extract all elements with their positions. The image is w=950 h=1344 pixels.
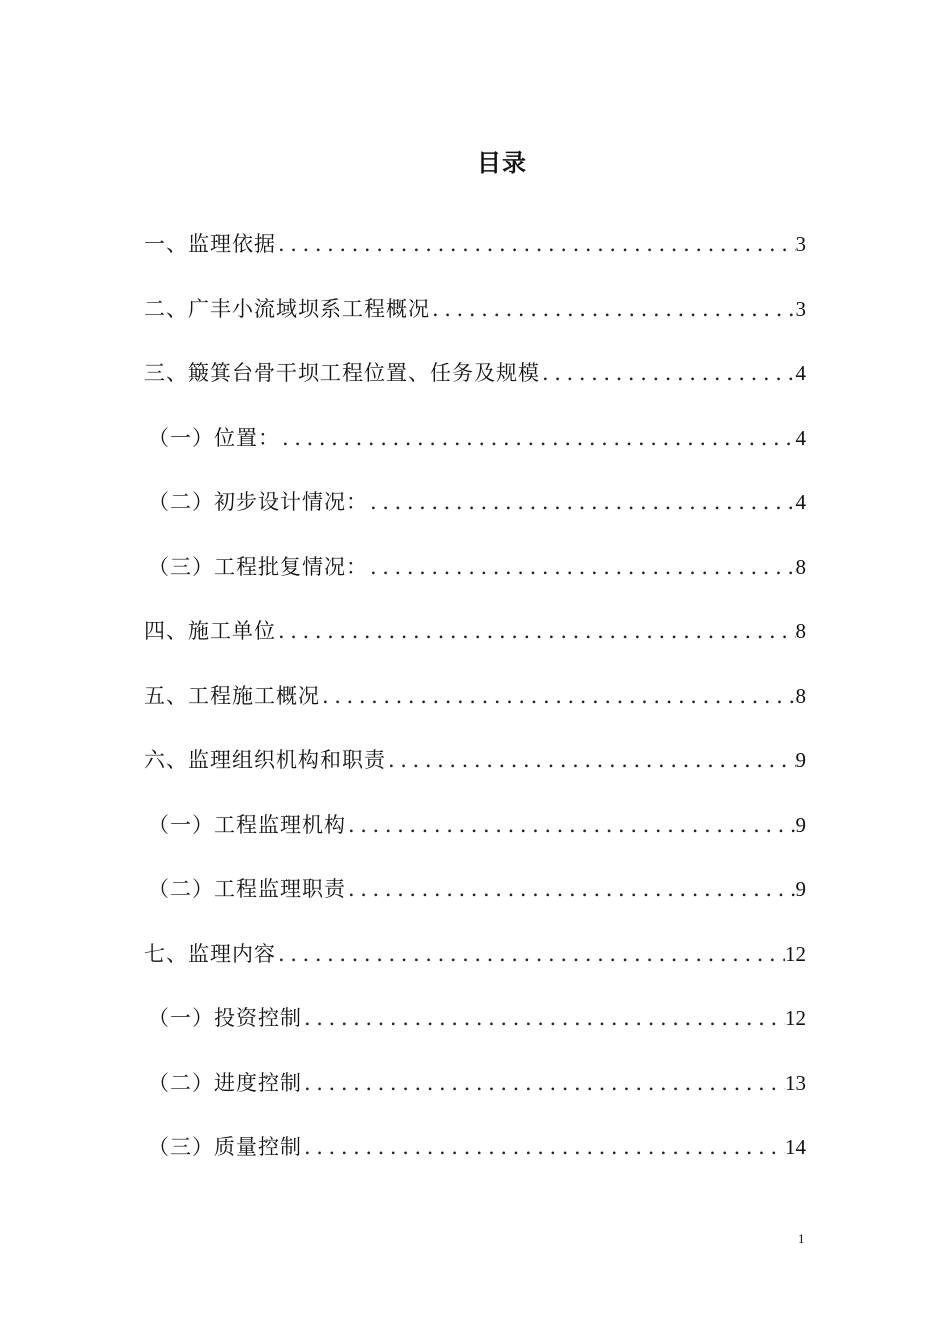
toc-entry-page: 12 (785, 941, 806, 966)
toc-entry-page: 9 (795, 748, 806, 772)
toc-entry-page: 4 (795, 361, 806, 385)
toc-entry-page: 8 (795, 619, 806, 643)
toc-entry[interactable] (144, 936, 806, 1001)
toc-entry-label: 二、广丰小流域坝系工程概况 (144, 296, 430, 321)
table-of-contents (144, 226, 806, 1194)
toc-entry-label: （三）工程批复情况： (148, 554, 368, 579)
toc-entry-label: 五、工程施工概况 (144, 683, 320, 708)
toc-dot-leader (386, 742, 796, 778)
toc-entry[interactable] (144, 1065, 806, 1130)
toc-entry-page: 8 (795, 554, 806, 579)
toc-entry-page: 4 (795, 490, 806, 514)
toc-entry-page: 14 (785, 1135, 806, 1159)
toc-entry-label: （一）位置： (148, 425, 280, 450)
toc-entry-page: 9 (795, 812, 806, 837)
page-number: 1 (798, 1231, 805, 1246)
toc-entry-label: （二）工程监理职责 (148, 877, 346, 901)
toc-entry-page: 8 (795, 683, 806, 708)
toc-entry-label: 四、施工单位 (144, 619, 276, 643)
toc-dot-leader (276, 613, 796, 649)
page-title: 目录 (477, 149, 527, 177)
toc-dot-leader (430, 291, 796, 327)
toc-entry[interactable] (144, 807, 806, 872)
toc-entry-page: 12 (785, 1006, 806, 1030)
toc-entry-page: 9 (795, 877, 806, 901)
toc-entry[interactable] (144, 678, 806, 743)
toc-entry[interactable] (144, 484, 806, 549)
toc-entry-page: 3 (795, 232, 806, 256)
toc-entry[interactable] (144, 226, 806, 291)
toc-entry-label: （二）进度控制 (148, 1070, 302, 1095)
toc-dot-leader (368, 484, 796, 520)
toc-entry-label: （一）工程监理机构 (148, 812, 346, 837)
toc-entry-page: 3 (795, 296, 806, 321)
toc-dot-leader (346, 807, 796, 843)
toc-entry-page: 4 (795, 425, 806, 450)
toc-entry[interactable] (144, 420, 806, 485)
toc-entry-label: 一、监理依据 (144, 232, 276, 256)
toc-entry[interactable] (144, 1129, 806, 1194)
toc-entry-label: （三）质量控制 (148, 1135, 302, 1159)
toc-entry-label: 三、簸箕台骨干坝工程位置、任务及规模 (144, 361, 540, 385)
toc-entry[interactable] (144, 871, 806, 936)
toc-entry[interactable] (144, 742, 806, 807)
toc-dot-leader (540, 355, 796, 391)
toc-dot-leader (302, 1065, 785, 1101)
toc-dot-leader (280, 420, 796, 456)
toc-entry[interactable] (144, 613, 806, 678)
toc-entry-page: 13 (785, 1070, 806, 1095)
toc-entry[interactable] (144, 291, 806, 356)
toc-entry-label: 七、监理内容 (144, 941, 276, 966)
toc-entry[interactable] (144, 355, 806, 420)
toc-entry-label: 六、监理组织机构和职责 (144, 748, 386, 772)
toc-dot-leader (302, 1000, 785, 1036)
toc-dot-leader (320, 678, 796, 714)
toc-entry[interactable] (144, 549, 806, 614)
toc-entry-label: （二）初步设计情况： (148, 490, 368, 514)
toc-dot-leader (368, 549, 796, 585)
toc-dot-leader (302, 1129, 785, 1165)
toc-entry[interactable] (144, 1000, 806, 1065)
toc-dot-leader (276, 226, 796, 262)
toc-dot-leader (276, 936, 785, 972)
toc-entry-label: （一）投资控制 (148, 1006, 302, 1030)
toc-dot-leader (346, 871, 796, 907)
